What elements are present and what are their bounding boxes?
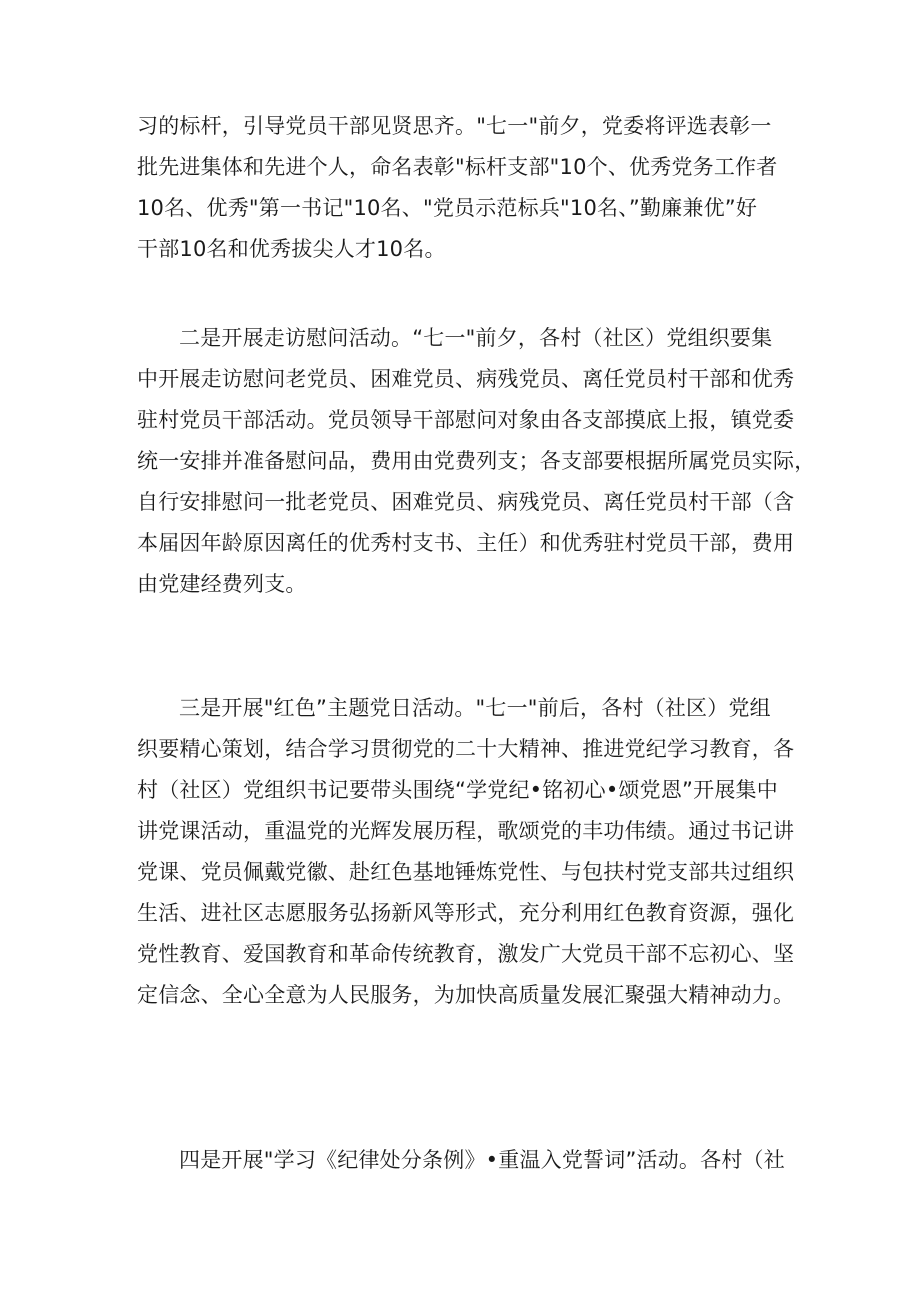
text-line: 党课、党员佩戴党徽、赴红色基地锤炼党性、与包扶村党支部共过组织 xyxy=(137,860,795,884)
paragraph-commendation xyxy=(137,106,797,270)
text-line: 二是开展走访慰问活动。“七一"前夕，各村（社区）党组织要集 xyxy=(179,326,773,350)
paragraph-red-theme-day xyxy=(137,688,797,1016)
paragraph-visit-activity xyxy=(137,318,816,605)
text-line: 干部10名和优秀拔尖人才10名。 xyxy=(137,237,446,261)
text-line: 本届因年龄原因离任的优秀村支书、主任）和优秀驻村党员干部，费用 xyxy=(137,531,795,555)
text-line: 驻村党员干部活动。党员领导干部慰问对象由各支部摸底上报，镇党委 xyxy=(137,408,795,432)
text-line: 定信念、全心全意为人民服务，为加快高质量发展汇聚强大精神动力。 xyxy=(137,983,795,1007)
text-line: 习的标杆，引导党员干部见贤思齐。"七一"前夕，党委将评选表彰一 xyxy=(137,114,772,138)
text-line: 讲党课活动，重温党的光辉发展历程，歌颂党的丰功伟绩。通过书记讲 xyxy=(137,819,795,843)
text-line: 三是开展"红色”主题党日活动。"七一"前后，各村（社区）党组 xyxy=(179,696,771,720)
text-line: 统一安排并准备慰问品，费用由党费列支；各支部要根据所属党员实际， xyxy=(137,449,816,473)
text-line: 由党建经费列支。 xyxy=(137,572,307,596)
text-line: 自行安排慰问一批老党员、困难党员、病残党员、离任党员村干部（含 xyxy=(137,490,795,514)
text-line: 批先进集体和先进个人，命名表彰"标杆支部"10个、优秀党务工作者 xyxy=(137,155,778,179)
text-line: 中开展走访慰问老党员、困难党员、病残党员、离任党员村干部和优秀 xyxy=(137,367,795,391)
paragraph-oath-activity xyxy=(137,1140,797,1181)
text-line: 四是开展"学习《纪律处分条例》•重温入党誓词”活动。各村（社 xyxy=(179,1148,785,1172)
text-line: 党性教育、爱国教育和革命传统教育，激发广大党员干部不忘初心、坚 xyxy=(137,942,795,966)
text-line: 10名、优秀"第一书记"10名、"党员示范标兵"10名、”勤廉兼优”好 xyxy=(137,196,758,220)
text-line: 织要精心策划，结合学习贯彻党的二十大精神、推进党纪学习教育，各 xyxy=(137,737,795,761)
text-line: 生活、进社区志愿服务弘扬新风等形式，充分利用红色教育资源，强化 xyxy=(137,901,795,925)
text-line: 村（社区）党组织书记要带头围绕“学党纪•铭初心•颂党恩”开展集中 xyxy=(137,778,778,802)
